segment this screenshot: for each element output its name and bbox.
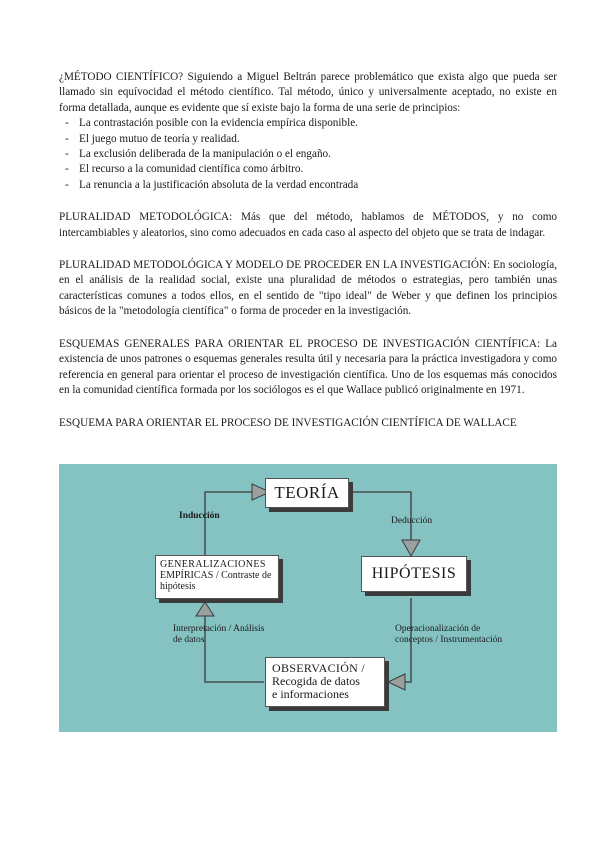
interpretacion-arrowhead — [196, 602, 214, 616]
intro-paragraph: ¿MÉTODO CIENTÍFICO? Siguiendo a Miguel Beltrán parece problemático que exista algo que pueda ser llamado sin equívocidad el método científico. Tal método, único y universalmente aceptado, no existe en forma detallada, aunque es evidente que sí existe bajo la forma de una serie de principios: — [59, 71, 557, 114]
list-item: - La exclusión deliberada de la manipulación o el engaño. — [59, 147, 557, 162]
diagram-caption: ESQUEMA PARA ORIENTAR EL PROCESO DE INVESTIGACIÓN CIENTÍFICA DE WALLACE — [59, 417, 517, 430]
interpretacion-label: Interpretación / Análisis de datos — [173, 624, 265, 645]
observacion-line2: Recogida de datos — [272, 674, 360, 688]
list-item: - La contrastación posible con la evidencia empírica disponible. — [59, 116, 557, 131]
observacion-line3: e informaciones — [272, 687, 349, 701]
hipotesis-label: HIPÓTESIS — [371, 565, 457, 582]
generalizaciones-box — [155, 555, 279, 599]
teoria-box — [265, 478, 349, 508]
generalizaciones-rest: EMPÍRICAS / Contraste de hipótesis — [160, 570, 272, 592]
operacionalizacion-label: Operacionalización de conceptos / Instrumentación — [395, 624, 503, 645]
modelo-paragraph: PLURALIDAD METODOLÓGICA Y MODELO DE PROCEDER EN LA INVESTIGACIÓN: En sociología, en el análisis de la realidad social, existe una pluralidad de métodos o estrategias, pero también unas características comunes a todos ellos, en el sentido de "tipo ideal" de Weber y que definen los principios básicos de la "metodología científica" o forma de proceder en la investigación. — [59, 259, 557, 318]
list-item: - La renuncia a la justificación absoluta de la verdad encontrada — [59, 178, 557, 193]
deduccion-arrowhead — [402, 540, 420, 556]
principles-list — [59, 116, 557, 193]
list-item: - El recurso a la comunidad científica como árbitro. — [59, 162, 557, 177]
pluralidad-paragraph: PLURALIDAD METODOLÓGICA: Más que del método, hablamos de MÉTODOS, y no como intercambiables y aleatorios, sino como adecuados en cada caso al aspecto del objeto que se trata de indagar. — [59, 211, 557, 239]
document-body — [59, 70, 557, 432]
esquemas-paragraph: ESQUEMAS GENERALES PARA ORIENTAR EL PROCESO DE INVESTIGACIÓN CIENTÍFICA: La existencia de unos patrones o esquemas generales resulta útil y necesaria para la práctica investigadora y como referencia en general para orientar el proceso de investigación científica. Uno de los esquemas más conocidos en la comunidad científica formada por los sociólogos es el que Wallace publicó originalmente en 1971. — [59, 337, 557, 396]
deduccion-label: Deducción — [391, 516, 433, 526]
operacionalizacion-arrowhead — [388, 674, 405, 690]
wallace-diagram — [59, 464, 557, 732]
generalizaciones-title: GENERALIZACIONES — [160, 559, 266, 570]
observacion-title: OBSERVACIÓN / — [272, 661, 366, 675]
list-item: - El juego mutuo de teoría y realidad. — [59, 132, 557, 147]
hipotesis-box — [361, 556, 467, 592]
observacion-box — [265, 657, 385, 707]
induccion-label: Inducción — [179, 511, 220, 521]
teoria-label: TEORÍA — [274, 483, 340, 502]
